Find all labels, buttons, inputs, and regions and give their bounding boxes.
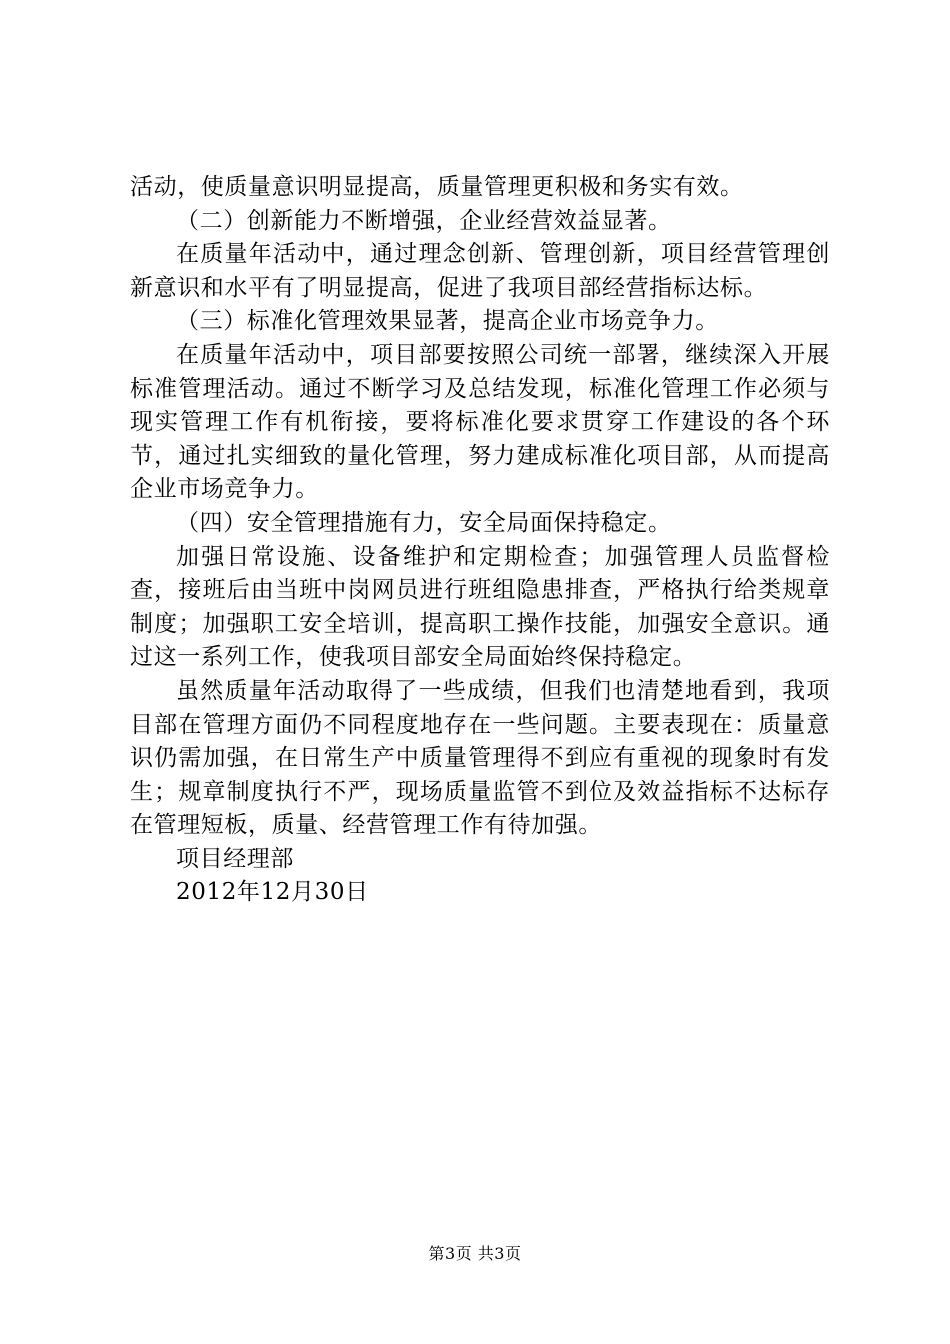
paragraph-safety: 加强日常设施、设备维护和定期检查；加强管理人员监督检查，接班后由当班中岗网员进行班组隐患排查，严格执行给类规章制度；加强职工安全培训，提高职工操作技能，加强安全意识。通过这一系列工作，使我项目部安全局面始终保持稳定。 [130,543,830,671]
paragraph-continuation: 活动，使质量意识明显提高，质量管理更积极和务实有效。 [130,174,744,200]
section-heading-2: （二）创新能力不断增强，企业经营效益显著。 [176,207,672,234]
page-number-footer: 第3页 共3页 [428,1244,522,1263]
signature-department: 项目经理部 [176,845,294,872]
paragraph-issues: 虽然质量年活动取得了一些成绩，但我们也清楚地看到，我项目部在管理方面仍不同程度地存在一些问题。主要表现在：质量意识仍需加强，在日常生产中质量管理得不到应有重视的现象时有发生；规章制度执行不严，现场质量监管不到位及效益指标不达标存在管理短板，质量、经营管理工作有待加强。 [130,677,830,839]
section-heading-3: （三）标准化管理效果显著，提高企业市场竞争力。 [176,308,719,335]
section-heading-4: （四）安全管理措施有力，安全局面保持稳定。 [176,509,672,536]
paragraph-standardization: 在质量年活动中，项目部要按照公司统一部署，继续深入开展标准管理活动。通过不断学习及总结发现，标准化管理工作必须与现实管理工作有机衔接，要将标准化要求贯穿工作建设的各个环节，通过扎实细致的量化管理，努力建成标准化项目部，从而提高企业市场竞争力。 [130,341,830,503]
signature-date: 2012年12月30日 [176,879,369,906]
paragraph-innovation: 在质量年活动中，通过理念创新、管理创新，项目经营管理创新意识和水平有了明显提高，促进了我项目部经营指标达标。 [130,241,830,301]
document-body [130,171,830,910]
